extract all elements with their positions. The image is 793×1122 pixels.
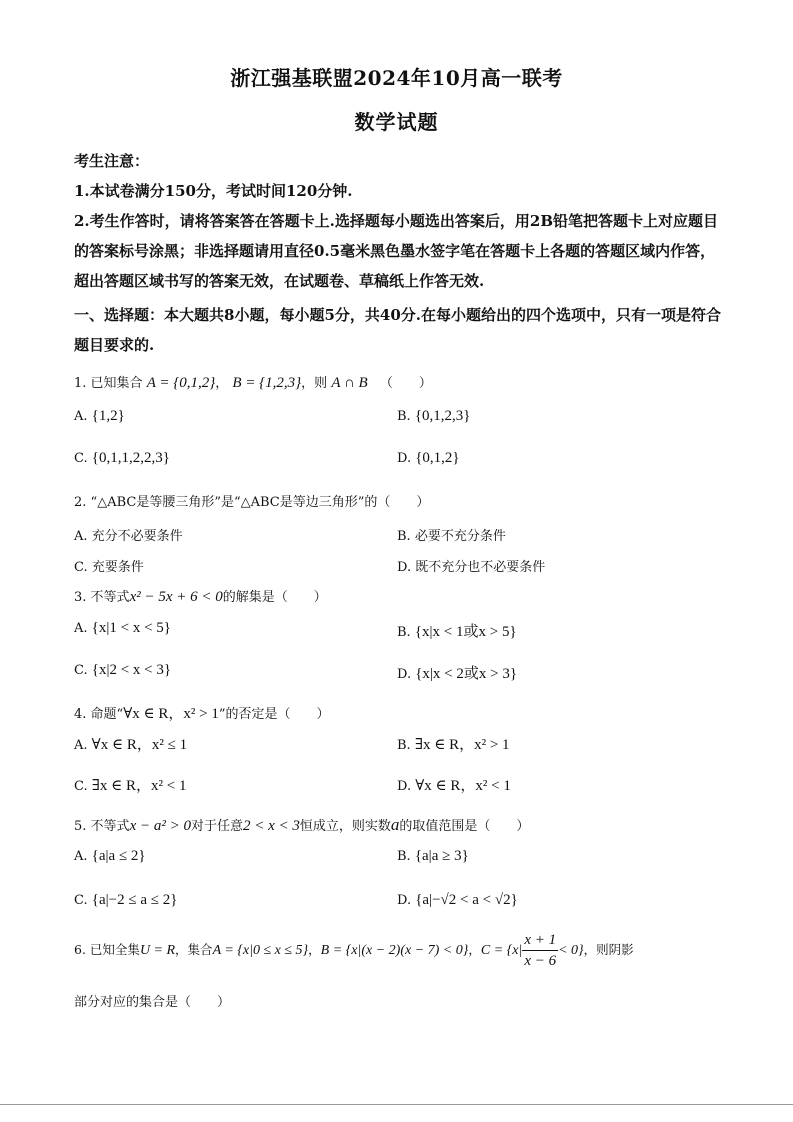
- question-text: 对于任意: [190, 819, 243, 834]
- option-text: 既不充分也不必要条件: [415, 560, 546, 575]
- page-divider: [0, 1104, 793, 1105]
- question-text: 的取值范围是（ ）: [399, 819, 530, 834]
- q5-option-b[interactable]: [397, 848, 469, 865]
- math-expr: < 0}: [558, 943, 584, 958]
- question-number: 4.: [74, 707, 87, 722]
- note-2: 2.考生作答时，请将答案答在答题卡上.选择题每小题选出答案后，用2B铅笔把答题卡上对应题目的答案标号涂黑；非选择题请用直径0.5毫米黑色墨水签字笔在答题卡上各题的答题区域内作答，超出答题区域书写的答案无效，在试题卷、草稿纸上作答无效.: [74, 212, 719, 290]
- question-number: 2.: [74, 495, 87, 510]
- option-text: {x|1 < x < 5}: [91, 620, 171, 636]
- option-text: 充要条件: [91, 560, 144, 575]
- question-6-line-2: 部分对应的集合是（ ）: [74, 995, 231, 1010]
- q1-option-c[interactable]: [74, 450, 170, 467]
- math-expr: ∀x ∈ R，x² > 1: [123, 706, 219, 722]
- q4-option-d[interactable]: [397, 774, 511, 795]
- question-text: 不等式: [90, 819, 130, 834]
- option-label: C.: [74, 663, 88, 678]
- option-label: C.: [74, 560, 88, 575]
- q2-option-a[interactable]: [74, 525, 183, 544]
- question-text: ，: [215, 376, 229, 391]
- exam-title: 浙江强基联盟2024年10月高一联考: [230, 66, 563, 90]
- question-3: [74, 586, 327, 606]
- question-number: 1.: [74, 376, 87, 391]
- question-text: 恒成立，则实数: [299, 819, 391, 834]
- q3-option-c[interactable]: [74, 662, 171, 679]
- question-text: “△ABC是等腰三角形”是“△ABC是等边三角形”的（ ）: [90, 495, 430, 510]
- q5-option-c[interactable]: [74, 892, 177, 909]
- option-label: A.: [74, 529, 88, 544]
- question-text: ，: [308, 942, 321, 957]
- q4-option-b[interactable]: [397, 733, 510, 754]
- option-label: B.: [397, 529, 411, 544]
- notes-heading: 考生注意：: [74, 152, 150, 170]
- question-text: ，则阴影: [583, 942, 634, 957]
- option-text: 充分不必要条件: [91, 529, 183, 544]
- q3-option-b[interactable]: [397, 620, 517, 641]
- option-text: {a|a ≤ 2}: [91, 848, 146, 864]
- option-text: {1,2}: [91, 408, 125, 424]
- option-text: {0,1,2,3}: [414, 408, 471, 424]
- math-expr: A = {0,1,2}: [146, 375, 216, 391]
- question-text: ，则: [301, 376, 328, 391]
- question-6: [74, 930, 634, 971]
- option-label: D.: [397, 451, 412, 466]
- option-label: B.: [397, 625, 411, 640]
- section-heading: 一、选择题：本大题共8小题，每小题5分，共40分.在每小题给出的四个选项中，只有一项是符合题目要求的.: [74, 306, 721, 354]
- q5-option-a[interactable]: [74, 848, 146, 865]
- option-text: {0,1,2}: [415, 450, 460, 466]
- math-expr: B = {1,2,3}: [232, 375, 302, 391]
- option-text: {x|x < 2或x > 3}: [415, 666, 518, 682]
- q5-option-d[interactable]: [397, 892, 518, 909]
- math-expr: A = {x|0 ≤ x ≤ 5}: [212, 943, 309, 958]
- option-label: A.: [74, 409, 88, 424]
- q2-option-d[interactable]: [397, 556, 545, 575]
- option-text: ∀x ∈ R，x² ≤ 1: [91, 737, 188, 753]
- option-label: C.: [74, 451, 88, 466]
- option-label: B.: [397, 849, 411, 864]
- answer-paren: （ ）: [379, 376, 432, 391]
- option-text: ∃x ∈ R，x² > 1: [414, 737, 510, 753]
- q4-option-c[interactable]: [74, 774, 186, 795]
- note-1: 1.本试卷满分150分，考试时间120分钟.: [74, 182, 353, 200]
- q2-option-b[interactable]: [397, 525, 506, 544]
- math-expr: A ∩ B: [331, 375, 368, 391]
- math-expr: U = R: [139, 943, 176, 958]
- option-text: {a|−2 ≤ a ≤ 2}: [91, 892, 178, 908]
- option-label: A.: [74, 849, 88, 864]
- option-text: ∀x ∈ R，x² < 1: [415, 778, 511, 794]
- option-label: C.: [74, 893, 88, 908]
- question-4: [74, 702, 329, 723]
- q4-option-a[interactable]: [74, 733, 187, 754]
- question-2: [74, 491, 429, 510]
- question-number: 6.: [74, 942, 86, 957]
- question-text: 的解集是（ ）: [222, 590, 327, 605]
- option-label: A.: [74, 738, 88, 753]
- math-expr: B = {x|(x − 2)(x − 7) < 0}: [320, 943, 469, 958]
- option-text: ∃x ∈ R，x² < 1: [91, 778, 187, 794]
- q1-option-a[interactable]: [74, 408, 125, 425]
- question-text: 已知全集: [89, 942, 140, 957]
- question-text: 命题“: [90, 707, 124, 722]
- option-label: B.: [397, 738, 411, 753]
- question-text: 已知集合: [90, 376, 143, 391]
- question-5: [74, 815, 529, 835]
- math-expr: x − a² > 0: [129, 818, 191, 834]
- question-text: 不等式: [90, 590, 130, 605]
- q1-option-d[interactable]: [397, 450, 460, 467]
- q1-option-b[interactable]: [397, 408, 470, 425]
- option-text: {a|a ≥ 3}: [414, 848, 469, 864]
- option-label: D.: [397, 560, 412, 575]
- question-number: 5.: [74, 819, 87, 834]
- option-text: {a|−√2 < a < √2}: [415, 892, 518, 908]
- q3-option-d[interactable]: [397, 662, 517, 683]
- fraction: [522, 930, 558, 971]
- question-text: ，集合: [175, 942, 213, 957]
- q3-option-a[interactable]: [74, 620, 171, 637]
- question-text: ，: [468, 942, 481, 957]
- math-var: a: [390, 815, 400, 834]
- math-expr: x² − 5x + 6 < 0: [129, 589, 223, 605]
- math-expr: C = {x|: [480, 943, 523, 958]
- option-text: {0,1,1,2,2,3}: [91, 450, 170, 466]
- fraction-numerator: x + 1: [522, 930, 558, 951]
- option-label: D.: [397, 779, 412, 794]
- fraction-denominator: x − 6: [524, 953, 557, 969]
- option-label: A.: [74, 621, 88, 636]
- option-text: {x|2 < x < 3}: [91, 662, 172, 678]
- option-text: 必要不充分条件: [414, 529, 506, 544]
- option-label: D.: [397, 893, 412, 908]
- q2-option-c[interactable]: [74, 556, 144, 575]
- question-number: 3.: [74, 590, 87, 605]
- option-label: D.: [397, 667, 412, 682]
- question-text: ”的否定是（ ）: [218, 707, 330, 722]
- option-label: B.: [397, 409, 411, 424]
- option-label: C.: [74, 779, 88, 794]
- question-1: [74, 372, 432, 392]
- option-text: {x|x < 1或x > 5}: [414, 624, 517, 640]
- math-expr: 2 < x < 3: [242, 818, 300, 834]
- exam-subject: 数学试题: [354, 110, 439, 134]
